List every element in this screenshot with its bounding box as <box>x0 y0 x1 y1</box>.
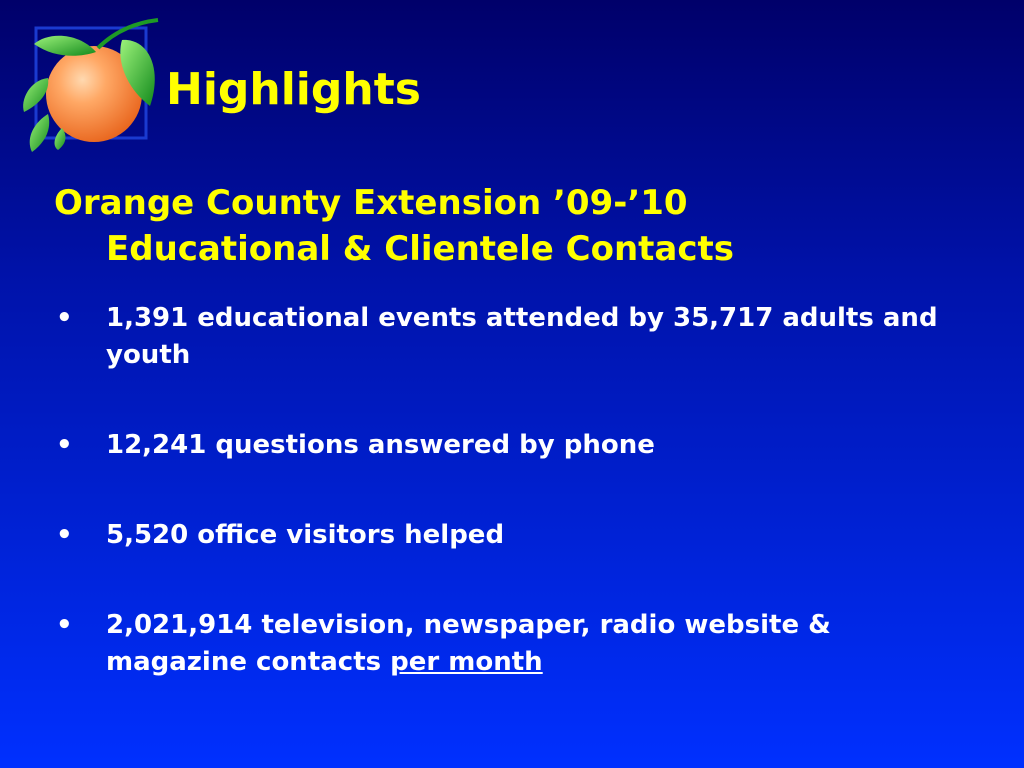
list-item-text: 2,021,914 television, newspaper, radio website & magazine contacts <box>106 610 831 677</box>
bullet-icon: • <box>56 520 73 550</box>
per-month-emphasis: per month <box>390 647 543 677</box>
highlights-list <box>54 300 954 681</box>
slide-title: Highlights <box>166 64 421 115</box>
subtitle-line-2: Educational & Clientele Contacts <box>106 229 735 269</box>
list-item-text: 1,391 educational events attended by 35,717 adults and youth <box>106 303 938 370</box>
list-item <box>54 427 954 464</box>
subtitle-line-1: Orange County Extension ’09-’10 <box>54 183 688 223</box>
orange-fruit-with-leaves-icon <box>18 18 168 158</box>
list-item <box>54 300 954 374</box>
bullet-icon: • <box>56 430 73 460</box>
list-item <box>54 517 954 554</box>
slide-subtitle <box>54 180 974 272</box>
list-item <box>54 607 954 681</box>
bullet-icon: • <box>56 303 73 333</box>
bullet-icon: • <box>56 610 73 640</box>
list-item-text: 5,520 office visitors helped <box>106 520 505 550</box>
list-item-text: 12,241 questions answered by phone <box>106 430 655 460</box>
